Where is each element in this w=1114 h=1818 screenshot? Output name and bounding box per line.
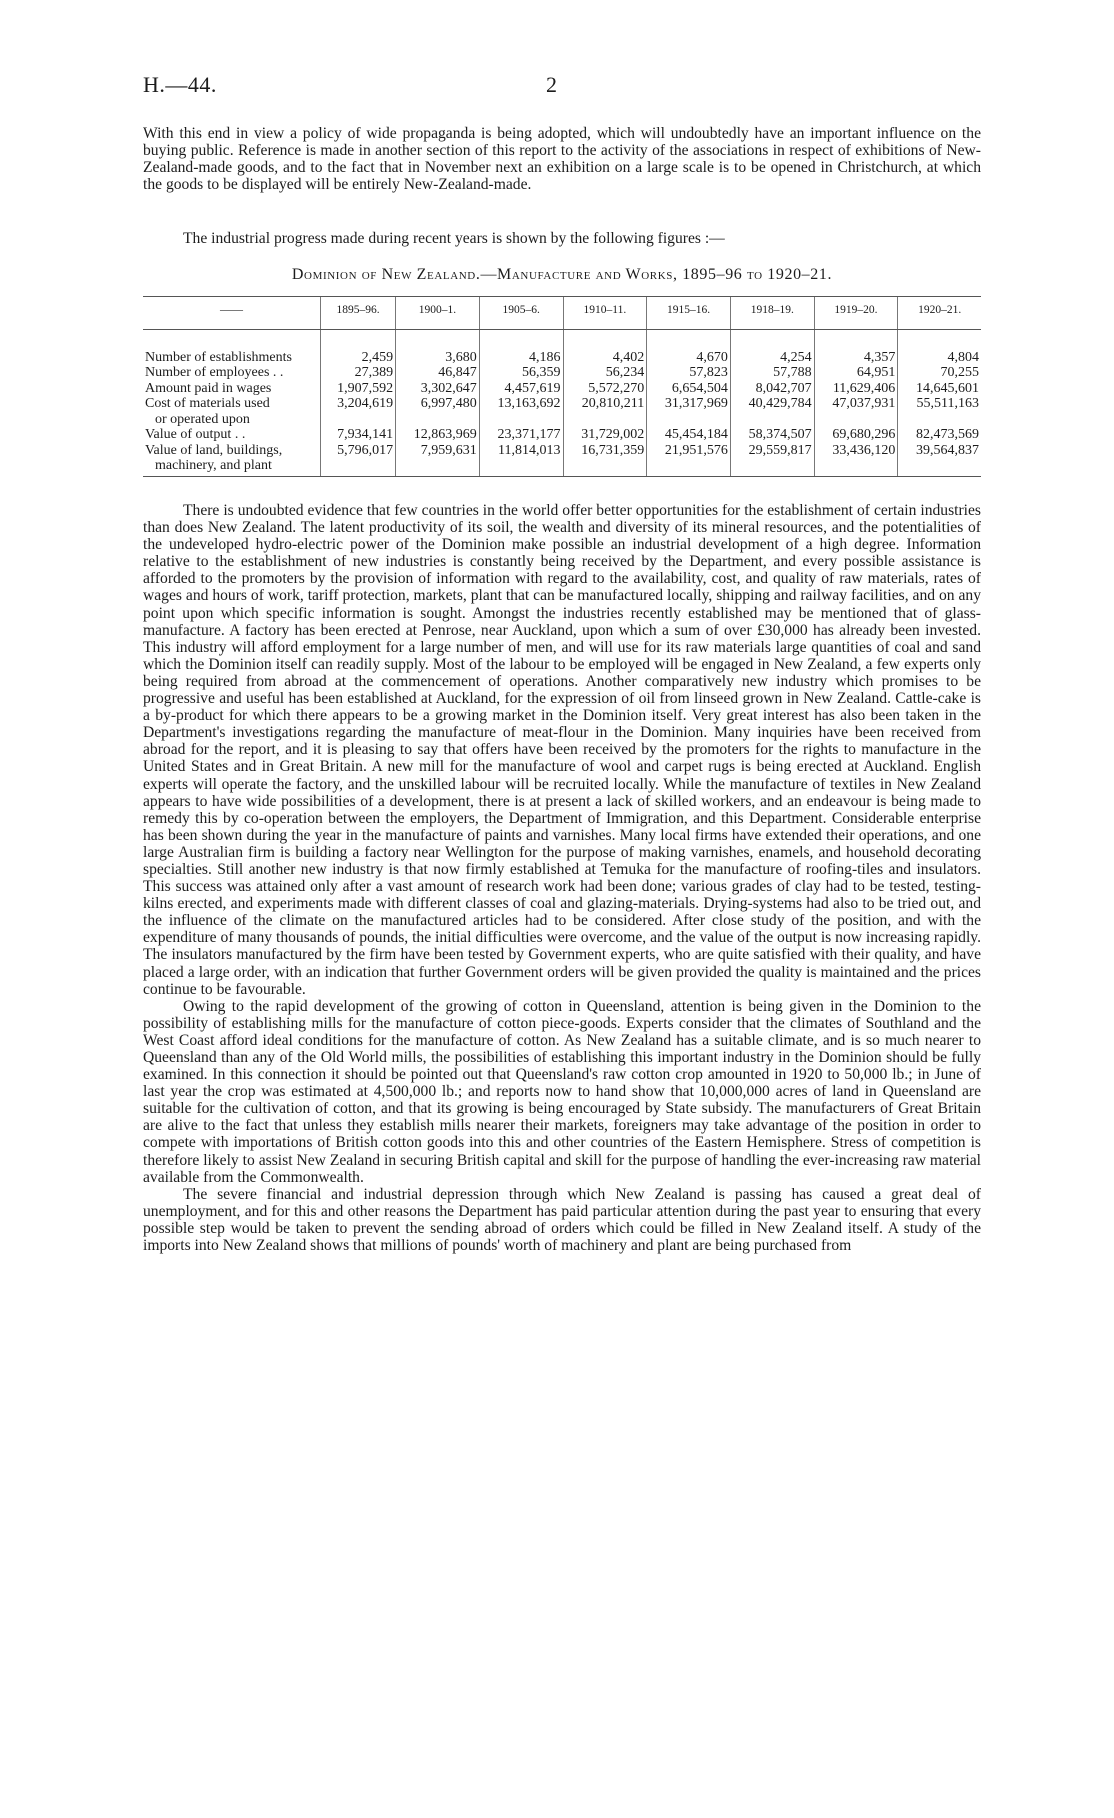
body-paragraph: The severe financial and industrial depression through which New Zealand is passing has caused a great deal of unemployment, and for this and other reasons the Department has paid particular attention during the past year to ensuring that every possible step would be taken to prevent the sending abroad of orders which could be filled in New Zealand itself. A study of the imports into New Zealand shows that millions of pounds' worth of machinery and plant are being purchased from — [143, 1185, 981, 1255]
table-lead-block — [143, 230, 981, 247]
table-cell: 7,959,631 — [396, 443, 480, 477]
table-cell: 33,436,120 — [814, 443, 898, 477]
table-cell: 4,402 — [563, 350, 647, 366]
column-header: 1900–1. — [396, 297, 480, 330]
column-header: 1915–16. — [647, 297, 731, 330]
table-cell: 31,729,002 — [563, 427, 647, 443]
table-cell: 4,186 — [479, 350, 563, 366]
table-cell: 45,454,184 — [647, 427, 731, 443]
table-cell: 6,654,504 — [647, 381, 731, 397]
table-cell: 3,680 — [396, 350, 480, 366]
page-number: 2 — [546, 72, 557, 97]
table-cell: 39,564,837 — [898, 443, 981, 477]
row-label: Amount paid in wages — [145, 380, 272, 396]
table-spacer-row — [143, 329, 981, 350]
table-stub-header: —— — [143, 297, 321, 330]
table-cell: 6,997,480 — [396, 396, 480, 427]
manufactures-table — [143, 296, 981, 477]
table-cell: 13,163,692 — [479, 396, 563, 427]
table-cell: 4,254 — [730, 350, 814, 366]
body-text-block — [143, 502, 981, 1254]
table-cell: 58,374,507 — [730, 427, 814, 443]
table-cell: 1,907,592 — [321, 381, 396, 397]
row-label: Value of output . . — [145, 427, 246, 442]
table-cell: 11,629,406 — [814, 381, 898, 397]
table-cell: 47,037,931 — [814, 396, 898, 427]
table-row — [143, 427, 981, 443]
table-title — [143, 266, 981, 284]
column-header: 1919–20. — [814, 297, 898, 330]
table-cell: 3,302,647 — [396, 381, 480, 397]
table-cell: 5,796,017 — [321, 443, 396, 477]
table-cell: 12,863,969 — [396, 427, 480, 443]
table-cell: 2,459 — [321, 350, 396, 366]
column-header: 1895–96. — [321, 297, 396, 330]
table-cell: 8,042,707 — [730, 381, 814, 397]
table-cell: 23,371,177 — [479, 427, 563, 443]
table-cell: 57,823 — [647, 365, 731, 381]
table-cell: 57,788 — [730, 365, 814, 381]
table-cell: 21,951,576 — [647, 443, 731, 477]
table-cell: 69,680,296 — [814, 427, 898, 443]
table-cell: 70,255 — [898, 365, 981, 381]
table-cell: 56,234 — [563, 365, 647, 381]
table-cell: 4,804 — [898, 350, 981, 366]
table-cell: 7,934,141 — [321, 427, 396, 443]
table-cell: 5,572,270 — [563, 381, 647, 397]
table-cell: 40,429,784 — [730, 396, 814, 427]
table-cell: 82,473,569 — [898, 427, 981, 443]
body-paragraph: Owing to the rapid development of the growing of cotton in Queensland, attention is being given in the Dominion to the possibility of establishing mills for the manufacture of cotton piece-goods. Experts consider that the climates of Southland and the West Coast afford ideal conditions for the manufacture of cotton. As New Zealand has a suitable climate, and is so much nearer to Queensland than any of the Old World mills, the possibilities of establishing this important industry in the Dominion should be fully examined. In this connection it should be pointed out that Queensland's raw cotton crop amounted in 1920 to 50,000 lb.; in June of last year the crop was estimated at 4,500,000 lb.; and reports now to hand show that 10,000,000 acres of land in Queensland are suitable for the cultivation of cotton, and that its growing is being encouraged by State subsidy. The manufacturers of Great Britain are alive to the fact that unless they establish mills nearer their markets, foreigners may take advantage of the position in order to compete with importations of British cotton goods into this and other countries of the Eastern Hemisphere. Stress of competition is therefore likely to assist New Zealand in securing British capital and skill for the purpose of handling the ever-increasing raw material available from the Commonwealth. — [143, 997, 981, 1186]
table-cell: 20,810,211 — [563, 396, 647, 427]
row-label: Value of land, buildings, — [145, 442, 283, 458]
table-cell: 55,511,163 — [898, 396, 981, 427]
table-cell: 4,357 — [814, 350, 898, 366]
column-header: 1920–21. — [898, 297, 981, 330]
table-row — [143, 396, 981, 427]
table-cell: 31,317,969 — [647, 396, 731, 427]
table-cell: 4,670 — [647, 350, 731, 366]
table-row — [143, 365, 981, 381]
table-cell: 29,559,817 — [730, 443, 814, 477]
row-label-cell — [143, 396, 321, 427]
table-cell: 14,645,601 — [898, 381, 981, 397]
row-label: Number of employees . . — [145, 365, 284, 380]
table-lead-paragraph: The industrial progress made during recent years is shown by the following figures :— — [183, 230, 725, 247]
row-label-continuation: machinery, and plant — [155, 458, 272, 473]
table-cell: 3,204,619 — [321, 396, 396, 427]
table-row — [143, 443, 981, 477]
table-cell: 46,847 — [396, 365, 480, 381]
table-title-subject: —Manufacture and Works, 1895–96 to 1920–21. — [480, 266, 833, 283]
column-header: 1918–19. — [730, 297, 814, 330]
table-row — [143, 350, 981, 366]
table-header-row — [143, 297, 981, 330]
row-label-continuation: or operated upon — [155, 411, 250, 427]
table-cell: 4,457,619 — [479, 381, 563, 397]
table-cell: 27,389 — [321, 365, 396, 381]
intro-text-block — [143, 125, 981, 193]
table-cell: 56,359 — [479, 365, 563, 381]
row-label-cell — [143, 443, 321, 477]
body-paragraph: There is undoubted evidence that few countries in the world offer better opportunities for the establishment of certain industries than does New Zealand. The latent productivity of its soil, the wealth and diversity of its mineral resources, and the potentialities of the undeveloped hydro-electric power of the Dominion make possible an industrial development of a high degree. Information relative to the establishment of new industries is constantly being received by the Department, and every possible assistance is afforded to the promoters by the provision of information with regard to the availability, cost, and quality of raw materials, rates of wages and hours of work, tariff protection, markets, plant that can be manufactured locally, shipping and railway facilities, and on any point upon which specific information is sought. Amongst the industries recently established may be mentioned that of glass-manufacture. A factory has been erected at Penrose, near Auckland, upon which a sum of over £30,000 has already been invested. This industry will afford employment for a large number of men, and will use for its raw materials large quantities of coal and sand which the Dominion itself can readily supply. Most of the labour to be employed will be engaged in New Zealand, a few experts only being required from abroad at the commencement of operations. Another comparatively new industry which promises to be progressive and useful has been established at Auckland, for the expression of oil from linseed grown in New Zealand. Cattle-cake is a by-product for which there appears to be a growing market in the Dominion itself. Very great interest has also been taken in the Department's investigations regarding the manufacture of meat-flour in the Dominion. Many inquiries have been received from abroad for the report, and it is pleasing to say that offers have been received by the promoters for the rights to manufacture in the United States and in Great Britain. A new mill for the manufacture of wool and carpet rugs is being erected at Auckland. English experts will operate the factory, and the unskilled labour will be recruited locally. While the manufacture of textiles in New Zealand appears to have wide possibilities of a development, there is at present a lack of skilled workers, and an endeavour is being made to remedy this by co-operation between the employers, the Department of Immigration, and this Department. Considerable enterprise has been shown during the year in the manufacture of paints and varnishes. Many local firms have extended their operations, and one large Australian firm is building a factory near Wellington for the purpose of making varnishes, enamels, and household decorating specialties. Still another new industry is that now firmly established at Temuka for the manufacture of roofing-tiles and insulators. This success was attained only after a vast amount of research work had been done; various grades of clay had to be tested, testing-kilns erected, and experiments made with different classes of coal and glazing-materials. Drying-systems had also to be tried out, and the influence of the climate on the manufactured articles had to be considered. After close study of the position, and with the expenditure of many thousands of pounds, the initial difficulties were overcome, and the value of the output is now increasing rapidly. The insulators manufactured by the firm have been tested by Government experts, who are quite satisfied with their quality, and have placed a large order, with an indication that further Government orders will be given provided the quality is maintained and the prices continue to be favourable. — [143, 502, 981, 998]
table-title-dominion: Dominion of New Zealand. — [291, 266, 481, 283]
report-reference: H.—44. — [143, 72, 217, 97]
row-label: Cost of materials used — [145, 396, 270, 411]
table-cell: 64,951 — [814, 365, 898, 381]
column-header: 1905–6. — [479, 297, 563, 330]
intro-paragraph: With this end in view a policy of wide propaganda is being adopted, which will undoubtedly have an important influence on the buying public. Reference is made in another section of this report to the activity of the associations in respect of exhibitions of New-Zealand-made goods, and to the fact that in November next an exhibition on a large scale is to be opened in Christchurch, at which the goods to be displayed will be entirely New-Zealand-made. — [143, 125, 981, 194]
column-header: 1910–11. — [563, 297, 647, 330]
table-cell: 16,731,359 — [563, 443, 647, 477]
table-row — [143, 381, 981, 397]
row-label: Number of establishments — [145, 349, 292, 365]
table-cell: 11,814,013 — [479, 443, 563, 477]
